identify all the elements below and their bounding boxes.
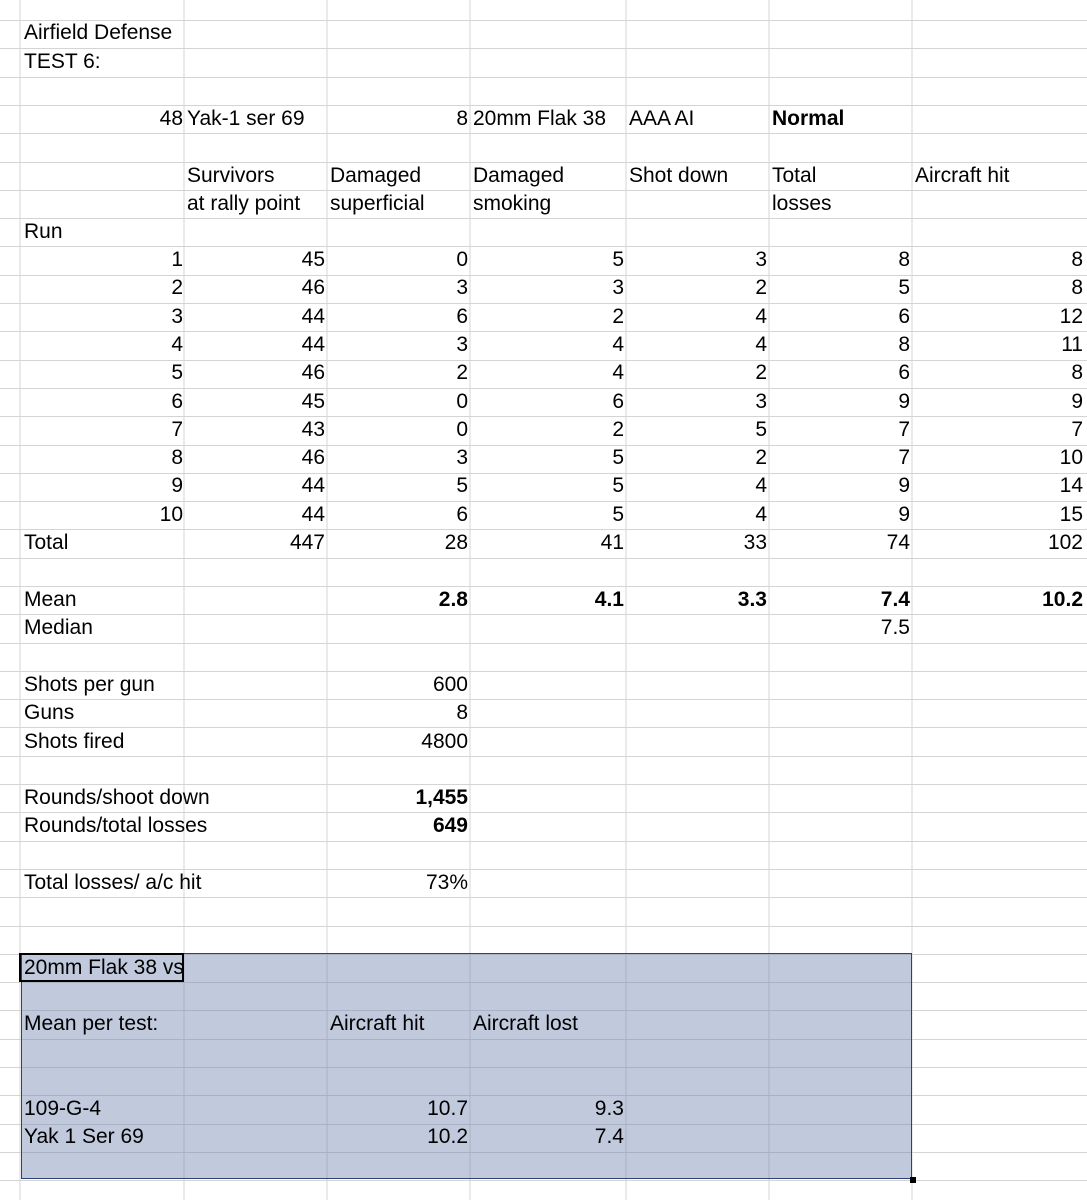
run-cell-survivors[interactable]: 44: [301, 502, 325, 526]
aircraft-count-cell[interactable]: 48: [159, 107, 183, 130]
gun-count-cell[interactable]: 8: [456, 107, 468, 130]
header-damaged-superficial[interactable]: Damaged: [330, 164, 422, 187]
run-cell-run[interactable]: 8: [171, 446, 183, 470]
header-damaged-smoking[interactable]: Damaged: [473, 164, 565, 187]
ai-label-cell[interactable]: AAA AI: [629, 107, 695, 130]
rounds-per-shootdown-label[interactable]: Rounds/shoot down: [24, 786, 210, 809]
header-damaged-superficial-line2[interactable]: superficial: [330, 192, 425, 215]
shots-fired-label[interactable]: Shots fired: [24, 730, 125, 753]
run-cell-shot-down[interactable]: 4: [755, 502, 767, 526]
mean-smoking[interactable]: 4.1: [594, 588, 624, 611]
run-cell-total-losses[interactable]: 9: [898, 502, 910, 526]
median-label[interactable]: Median: [24, 616, 93, 639]
run-cell-survivors[interactable]: 43: [301, 417, 325, 441]
comparison-aircraft-name[interactable]: Yak 1 Ser 69: [24, 1125, 144, 1149]
header-survivors[interactable]: Survivors: [187, 164, 275, 187]
run-cell-shot-down[interactable]: 2: [755, 276, 767, 300]
run-cell-survivors[interactable]: 46: [301, 446, 325, 470]
run-cell-superficial[interactable]: 6: [456, 304, 468, 328]
run-cell-total-losses[interactable]: 6: [898, 361, 910, 385]
run-cell-aircraft-hit[interactable]: 8: [1071, 276, 1083, 300]
run-cell-superficial[interactable]: 3: [456, 276, 468, 300]
run-cell-total-losses[interactable]: 9: [898, 389, 910, 413]
loss-hit-ratio-value[interactable]: 73%: [425, 871, 468, 894]
run-cell-shot-down[interactable]: 5: [755, 417, 767, 441]
gun-type-cell[interactable]: 20mm Flak 38: [473, 107, 607, 130]
run-cell-superficial[interactable]: 2: [456, 361, 468, 385]
run-cell-survivors[interactable]: 45: [301, 389, 325, 413]
total-survivors[interactable]: 447: [289, 531, 325, 554]
run-cell-total-losses[interactable]: 5: [898, 276, 910, 300]
total-losses[interactable]: 74: [886, 531, 910, 554]
shots-per-gun-value[interactable]: 600: [432, 673, 468, 696]
run-cell-aircraft-hit[interactable]: 12: [1059, 304, 1083, 328]
run-cell-total-losses[interactable]: 9: [898, 474, 910, 498]
run-cell-survivors[interactable]: 46: [301, 276, 325, 300]
comparison-aircraft-lost[interactable]: 7.4: [594, 1125, 624, 1149]
run-cell-run[interactable]: 7: [171, 417, 183, 441]
total-shot-down[interactable]: 33: [743, 531, 767, 554]
total-label[interactable]: Total: [24, 531, 69, 554]
run-cell-run[interactable]: 3: [171, 304, 183, 328]
mean-total-losses[interactable]: 7.4: [880, 588, 910, 611]
comparison-aircraft-hit[interactable]: 10.7: [427, 1097, 468, 1120]
run-cell-superficial[interactable]: 5: [456, 474, 468, 498]
header-run[interactable]: Run: [24, 220, 63, 243]
run-cell-smoking[interactable]: 5: [612, 502, 624, 526]
header-total-losses[interactable]: Total: [772, 164, 817, 187]
header-aircraft-hit[interactable]: Aircraft hit: [915, 164, 1010, 187]
run-cell-shot-down[interactable]: 3: [755, 248, 767, 271]
run-cell-run[interactable]: 10: [159, 502, 183, 526]
run-cell-aircraft-hit[interactable]: 8: [1071, 361, 1083, 385]
run-cell-aircraft-hit[interactable]: 8: [1071, 248, 1083, 271]
run-cell-superficial[interactable]: 0: [456, 248, 468, 271]
run-cell-smoking[interactable]: 5: [612, 446, 624, 470]
guns-value[interactable]: 8: [456, 701, 468, 724]
run-cell-total-losses[interactable]: 6: [898, 304, 910, 328]
rounds-per-shootdown-value[interactable]: 1,455: [415, 786, 468, 809]
shots-per-gun-label[interactable]: Shots per gun: [24, 673, 155, 696]
run-cell-total-losses[interactable]: 8: [898, 332, 910, 356]
total-aircraft-hit[interactable]: 102: [1047, 531, 1083, 554]
run-cell-run[interactable]: 5: [171, 361, 183, 385]
shots-fired-value[interactable]: 4800: [421, 730, 468, 753]
run-cell-run[interactable]: 1: [171, 248, 183, 271]
comparison-lost-header[interactable]: Aircraft lost: [473, 1012, 579, 1035]
run-cell-total-losses[interactable]: 7: [898, 417, 910, 441]
rounds-per-loss-value[interactable]: 649: [432, 814, 468, 837]
run-cell-shot-down[interactable]: 4: [755, 474, 767, 498]
guns-label[interactable]: Guns: [24, 701, 75, 724]
active-cell-cursor[interactable]: [19, 953, 184, 982]
run-cell-total-losses[interactable]: 7: [898, 446, 910, 470]
run-cell-survivors[interactable]: 44: [301, 304, 325, 328]
aircraft-type-cell[interactable]: Yak-1 ser 69: [187, 107, 305, 130]
total-superficial[interactable]: 28: [444, 531, 468, 554]
comparison-aircraft-hit[interactable]: 10.2: [427, 1125, 468, 1149]
run-cell-run[interactable]: 6: [171, 389, 183, 413]
run-cell-survivors[interactable]: 44: [301, 474, 325, 498]
loss-hit-ratio-label[interactable]: Total losses/ a/c hit: [24, 871, 202, 894]
run-cell-shot-down[interactable]: 4: [755, 332, 767, 356]
run-cell-superficial[interactable]: 3: [456, 446, 468, 470]
run-cell-smoking[interactable]: 5: [612, 248, 624, 271]
run-cell-smoking[interactable]: 3: [612, 276, 624, 300]
mean-superficial[interactable]: 2.8: [438, 588, 468, 611]
run-cell-superficial[interactable]: 0: [456, 389, 468, 413]
run-cell-shot-down[interactable]: 2: [755, 361, 767, 385]
rounds-per-loss-label[interactable]: Rounds/total losses: [24, 814, 208, 837]
header-survivors-line2[interactable]: at rally point: [187, 192, 301, 215]
run-cell-smoking[interactable]: 2: [612, 304, 624, 328]
run-cell-smoking[interactable]: 4: [612, 332, 624, 356]
run-cell-smoking[interactable]: 4: [612, 361, 624, 385]
run-cell-shot-down[interactable]: 3: [755, 389, 767, 413]
mean-shot-down[interactable]: 3.3: [737, 588, 767, 611]
run-cell-smoking[interactable]: 5: [612, 474, 624, 498]
mean-label[interactable]: Mean: [24, 588, 77, 611]
comparison-aircraft-lost[interactable]: 9.3: [594, 1097, 624, 1120]
comparison-aircraft-name[interactable]: 109-G-4: [24, 1097, 102, 1120]
run-cell-run[interactable]: 4: [171, 332, 183, 356]
run-cell-smoking[interactable]: 6: [612, 389, 624, 413]
mean-per-test-label[interactable]: Mean per test:: [24, 1012, 159, 1035]
difficulty-cell[interactable]: Normal: [772, 107, 845, 130]
test-label[interactable]: TEST 6:: [24, 50, 101, 73]
comparison-title[interactable]: 20mm Flak 38 vs: [24, 956, 184, 979]
mean-aircraft-hit[interactable]: 10.2: [1042, 588, 1083, 611]
median-total-losses[interactable]: 7.5: [880, 616, 910, 639]
run-cell-run[interactable]: 9: [171, 474, 183, 498]
header-total-losses-line2[interactable]: losses: [772, 192, 832, 215]
run-cell-aircraft-hit[interactable]: 10: [1059, 446, 1083, 470]
fill-handle[interactable]: [910, 1177, 916, 1183]
run-cell-aircraft-hit[interactable]: 15: [1059, 502, 1083, 526]
comparison-hit-header[interactable]: Aircraft hit: [330, 1012, 425, 1035]
run-cell-smoking[interactable]: 2: [612, 417, 624, 441]
run-cell-aircraft-hit[interactable]: 11: [1061, 332, 1083, 356]
run-cell-shot-down[interactable]: 4: [755, 304, 767, 328]
header-shot-down[interactable]: Shot down: [629, 164, 729, 187]
run-cell-run[interactable]: 2: [171, 276, 183, 300]
run-cell-aircraft-hit[interactable]: 7: [1071, 417, 1083, 441]
run-cell-superficial[interactable]: 0: [456, 417, 468, 441]
run-cell-shot-down[interactable]: 2: [755, 446, 767, 470]
run-cell-total-losses[interactable]: 8: [898, 248, 910, 271]
sheet-title[interactable]: Airfield Defense: [24, 21, 173, 44]
run-cell-survivors[interactable]: 46: [301, 361, 325, 385]
total-smoking[interactable]: 41: [600, 531, 624, 554]
run-cell-aircraft-hit[interactable]: 14: [1059, 474, 1083, 498]
run-cell-survivors[interactable]: 44: [301, 332, 325, 356]
run-cell-aircraft-hit[interactable]: 9: [1071, 389, 1083, 413]
run-cell-superficial[interactable]: 6: [456, 502, 468, 526]
header-damaged-smoking-line2[interactable]: smoking: [473, 192, 552, 215]
run-cell-survivors[interactable]: 45: [301, 248, 325, 271]
run-cell-superficial[interactable]: 3: [456, 332, 468, 356]
